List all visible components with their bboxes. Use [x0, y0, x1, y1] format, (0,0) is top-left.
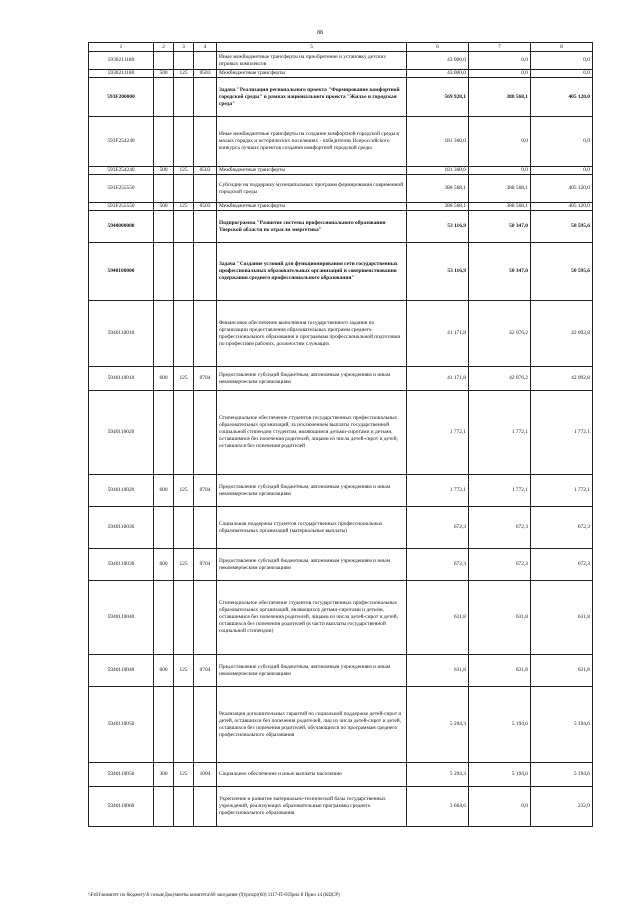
table-row [89, 581, 593, 655]
header-row [89, 43, 593, 52]
amount-year3-cell: 631,8 [531, 581, 593, 655]
ministry-cell [174, 581, 194, 655]
amount-year1-cell: 672,3 [407, 549, 469, 581]
ministry-cell [174, 52, 194, 70]
section-cell [194, 117, 217, 167]
ministry-cell [174, 117, 194, 167]
amount-year1-cell: 388 568,1 [407, 175, 469, 203]
header-cell: 5 [217, 43, 407, 52]
ministry-cell [174, 175, 194, 203]
section-cell: 0704 [194, 367, 217, 391]
table-row [89, 475, 593, 507]
amount-year3-cell: 1 772,1 [531, 391, 593, 475]
expense-type-cell: 500 [154, 167, 174, 175]
budget-code-cell: 5940110060 [89, 787, 154, 827]
amount-year3-cell: 405 120,0 [531, 175, 593, 203]
amount-year3-cell: 0,0 [531, 70, 593, 78]
ministry-cell: 125 [174, 763, 194, 787]
ministry-cell: 125 [174, 203, 194, 211]
description-cell: Социальное обеспечение и иные выплаты населению [217, 763, 407, 787]
amount-year2-cell: 631,8 [469, 655, 531, 687]
ministry-cell: 125 [174, 167, 194, 175]
budget-code-cell: 5940110010 [89, 367, 154, 391]
amount-year2-cell: 0,0 [469, 787, 531, 827]
ministry-cell: 125 [174, 367, 194, 391]
expense-type-cell: 600 [154, 475, 174, 507]
amount-year3-cell: 0,0 [531, 117, 593, 167]
amount-year2-cell: 388 568,1 [469, 78, 531, 117]
expense-type-cell [154, 117, 174, 167]
amount-year2-cell: 388 568,1 [469, 203, 531, 211]
budget-code-cell: 5940110010 [89, 301, 154, 367]
expense-type-cell [154, 211, 174, 243]
budget-code-cell: 5940100000 [89, 243, 154, 301]
amount-year3-cell: 405 120,0 [531, 203, 593, 211]
header-cell: 2 [154, 43, 174, 52]
amount-year1-cell: 43 000,0 [407, 52, 469, 70]
amount-year2-cell: 672,3 [469, 507, 531, 549]
section-cell [194, 211, 217, 243]
budget-code-cell: 5940110020 [89, 391, 154, 475]
section-cell: 0704 [194, 655, 217, 687]
description-cell: Межбюджетные трансферты [217, 70, 407, 78]
budget-code-cell: 593F200000 [89, 78, 154, 117]
section-cell: 0503 [194, 70, 217, 78]
amount-year3-cell: 0,0 [531, 167, 593, 175]
budget-code-cell: 593F255550 [89, 203, 154, 211]
description-cell: Стипендиальное обеспечение студентов государственных профессиональных образовательных организаций, являющихся детьми-сиротами и детьми, оставшимися без попечения родителей, лицами из числа детей-сирот и детей, оставшихся без попечения родителей (в части выплаты государственной социальной стипендии) [217, 581, 407, 655]
description-cell: Предоставление субсидий бюджетным, автономным учреждениям и иным некоммерческим организациям [217, 549, 407, 581]
amount-year1-cell: 43 000,0 [407, 70, 469, 78]
header-cell: 4 [194, 43, 217, 52]
section-cell [194, 52, 217, 70]
amount-year2-cell: 50 347,0 [469, 243, 531, 301]
table-row [89, 211, 593, 243]
amount-year1-cell: 53 116,9 [407, 211, 469, 243]
ministry-cell [174, 507, 194, 549]
budget-code-cell: 5940110040 [89, 581, 154, 655]
expense-type-cell [154, 581, 174, 655]
amount-year3-cell: 5 194,6 [531, 763, 593, 787]
description-cell: Стипендиальное обеспечение студентов государственных профессиональных образовательных организаций, за исключением выплаты государственной социальной стипендии студентам, являющимся детьми-сиротами и детьми, оставшимися без попечения родителей, лицами из числа детей-сирот и детей, оставшихся без попечения родителей [217, 391, 407, 475]
ministry-cell: 125 [174, 549, 194, 581]
amount-year1-cell: 388 568,1 [407, 203, 469, 211]
table-row [89, 203, 593, 211]
table-row [89, 507, 593, 549]
amount-year1-cell: 1 772,1 [407, 391, 469, 475]
expense-type-cell: 600 [154, 549, 174, 581]
table-row [89, 787, 593, 827]
description-cell: Межбюджетные трансферты [217, 167, 407, 175]
amount-year1-cell: 181 360,0 [407, 117, 469, 167]
amount-year1-cell: 41 171,8 [407, 367, 469, 391]
table-row [89, 687, 593, 763]
budget-code-cell: 5930211180 [89, 70, 154, 78]
table-row [89, 78, 593, 117]
ministry-cell [174, 391, 194, 475]
description-cell: Предоставление субсидий бюджетным, автономным учреждениям и иным некоммерческим организациям [217, 655, 407, 687]
table-row [89, 52, 593, 70]
amount-year2-cell: 1 772,1 [469, 475, 531, 507]
amount-year3-cell: 405 120,0 [531, 78, 593, 117]
table-row [89, 167, 593, 175]
description-cell: Задача "Создание условий для функционирования сети государственных профессиональных образовательных организаций и совершенствования содержания среднего профессионального образования" [217, 243, 407, 301]
header-cell: 7 [469, 43, 531, 52]
table-row [89, 549, 593, 581]
amount-year3-cell: 5 194,6 [531, 687, 593, 763]
budget-code-cell: 5940110050 [89, 763, 154, 787]
description-cell: Укрепление и развитие материально-технической базы государственных учреждений, реализующих образовательные программы среднего профессионального образования [217, 787, 407, 827]
amount-year1-cell: 5 204,3 [407, 763, 469, 787]
amount-year3-cell: 672,3 [531, 507, 593, 549]
amount-year3-cell: 50 595,6 [531, 243, 593, 301]
description-cell: Задача "Реализация регионального проекта "Формирование комфортной городской среды" в рамках национального проекта "Жилье и городская среда" [217, 78, 407, 117]
section-cell [194, 78, 217, 117]
section-cell: 0704 [194, 549, 217, 581]
ministry-cell [174, 211, 194, 243]
amount-year1-cell: 3 664,6 [407, 787, 469, 827]
table-row [89, 655, 593, 687]
budget-code-cell: 593F254240 [89, 117, 154, 167]
section-cell [194, 175, 217, 203]
budget-code-cell: 5940110020 [89, 475, 154, 507]
table-row [89, 70, 593, 78]
expense-type-cell [154, 391, 174, 475]
expense-type-cell [154, 301, 174, 367]
amount-year3-cell: 631,8 [531, 655, 593, 687]
budget-code-cell: 5940110030 [89, 549, 154, 581]
amount-year3-cell: 50 595,6 [531, 211, 593, 243]
ministry-cell: 125 [174, 655, 194, 687]
expense-type-cell [154, 175, 174, 203]
amount-year2-cell: 1 772,1 [469, 391, 531, 475]
description-cell: Иные межбюджетные трансферты на приобретение и установку детских игровых комплексов [217, 52, 407, 70]
budget-code-cell: 5940110050 [89, 687, 154, 763]
table-row [89, 367, 593, 391]
amount-year3-cell: 42 092,8 [531, 367, 593, 391]
section-cell [194, 687, 217, 763]
table-row [89, 243, 593, 301]
amount-year1-cell: 181 360,0 [407, 167, 469, 175]
description-cell: Подпрограмма "Развитие системы профессионального образования Тверской области по отрасли энергетика" [217, 211, 407, 243]
amount-year2-cell: 631,8 [469, 581, 531, 655]
expense-type-cell [154, 787, 174, 827]
section-cell: 0704 [194, 475, 217, 507]
header-cell: 1 [89, 43, 154, 52]
description-cell: Социальная поддержка студентов государственных профессиональных образовательных организаций (материальные выплаты) [217, 507, 407, 549]
amount-year1-cell: 5 204,3 [407, 687, 469, 763]
amount-year2-cell: 0,0 [469, 52, 531, 70]
amount-year1-cell: 631,8 [407, 655, 469, 687]
budget-code-cell: 593F255550 [89, 175, 154, 203]
ministry-cell [174, 243, 194, 301]
expense-type-cell [154, 687, 174, 763]
amount-year3-cell: 672,3 [531, 549, 593, 581]
section-cell [194, 243, 217, 301]
amount-year1-cell: 1 772,1 [407, 475, 469, 507]
file-path-footer: \\Fs01\комитет по бюджету\6 созыв\Документы комитета\60 заседание (9)\prizpr(60) 1117-П-6\Прил 8 Прил 14 (КЦСР) [88, 893, 340, 898]
table-row [89, 175, 593, 203]
expense-type-cell [154, 78, 174, 117]
budget-code-cell: 5940110030 [89, 507, 154, 549]
description-cell: Межбюджетные трансферты [217, 203, 407, 211]
ministry-cell [174, 787, 194, 827]
section-cell [194, 301, 217, 367]
budget-table [88, 42, 593, 827]
section-cell [194, 507, 217, 549]
amount-year2-cell: 42 076,2 [469, 367, 531, 391]
section-cell: 0503 [194, 203, 217, 211]
table-row [89, 301, 593, 367]
amount-year2-cell: 42 076,2 [469, 301, 531, 367]
table-row [89, 763, 593, 787]
description-cell: Предоставление субсидий бюджетным, автономным учреждениям и иным некоммерческим организациям [217, 475, 407, 507]
expense-type-cell [154, 507, 174, 549]
expense-type-cell: 600 [154, 367, 174, 391]
ministry-cell [174, 687, 194, 763]
amount-year2-cell: 0,0 [469, 117, 531, 167]
budget-code-cell: 5930211180 [89, 52, 154, 70]
description-cell: Финансовое обеспечение выполнения государственного задания по организации предоставления образовательных программ среднего профессионального образования и программам профессиональной подготовки по профессиям рабочих, должностям служащих [217, 301, 407, 367]
amount-year1-cell: 672,3 [407, 507, 469, 549]
amount-year2-cell: 5 194,6 [469, 687, 531, 763]
section-cell: 0503 [194, 167, 217, 175]
budget-code-cell: 5940000000 [89, 211, 154, 243]
section-cell [194, 787, 217, 827]
table-row [89, 117, 593, 167]
description-cell: Иные межбюджетные трансферты на создание комфортной городской среды в малых городах и исторических поселениях - победителях Всероссийского конкурса лучших проектов создания комфортной городской среды [217, 117, 407, 167]
header-cell: 8 [531, 43, 593, 52]
page-number: 88 [317, 30, 323, 36]
amount-year1-cell: 41 171,8 [407, 301, 469, 367]
expense-type-cell: 500 [154, 70, 174, 78]
ministry-cell: 125 [174, 70, 194, 78]
amount-year2-cell: 672,3 [469, 549, 531, 581]
ministry-cell [174, 78, 194, 117]
header-cell: 3 [174, 43, 194, 52]
description-cell: Реализация дополнительных гарантий по социальной поддержке детей-сирот и детей, оставшихся без попечения родителей, лиц из числа детей-сирот и детей, оставшихся без попечения родителей, обучающихся по программам среднего профессионального образования [217, 687, 407, 763]
section-cell [194, 391, 217, 475]
section-cell: 1004 [194, 763, 217, 787]
ministry-cell: 125 [174, 475, 194, 507]
budget-code-cell: 5940110040 [89, 655, 154, 687]
description-cell: Субсидии на поддержку муниципальных программ формирования современной городской среды [217, 175, 407, 203]
expense-type-cell [154, 52, 174, 70]
amount-year2-cell: 50 347,0 [469, 211, 531, 243]
amount-year1-cell: 53 116,9 [407, 243, 469, 301]
expense-type-cell: 500 [154, 203, 174, 211]
amount-year2-cell: 388 568,1 [469, 175, 531, 203]
budget-code-cell: 593F254240 [89, 167, 154, 175]
ministry-cell [174, 301, 194, 367]
expense-type-cell: 300 [154, 763, 174, 787]
expense-type-cell: 600 [154, 655, 174, 687]
amount-year3-cell: 0,0 [531, 52, 593, 70]
amount-year1-cell: 569 928,1 [407, 78, 469, 117]
amount-year3-cell: 232,0 [531, 787, 593, 827]
header-cell: 6 [407, 43, 469, 52]
table-row [89, 391, 593, 475]
amount-year3-cell: 42 092,8 [531, 301, 593, 367]
description-cell: Предоставление субсидий бюджетным, автономным учреждениям и иным некоммерческим организациям [217, 367, 407, 391]
section-cell [194, 581, 217, 655]
amount-year1-cell: 631,8 [407, 581, 469, 655]
amount-year2-cell: 0,0 [469, 167, 531, 175]
amount-year2-cell: 5 194,6 [469, 763, 531, 787]
amount-year2-cell: 0,0 [469, 70, 531, 78]
expense-type-cell [154, 243, 174, 301]
amount-year3-cell: 1 772,1 [531, 475, 593, 507]
